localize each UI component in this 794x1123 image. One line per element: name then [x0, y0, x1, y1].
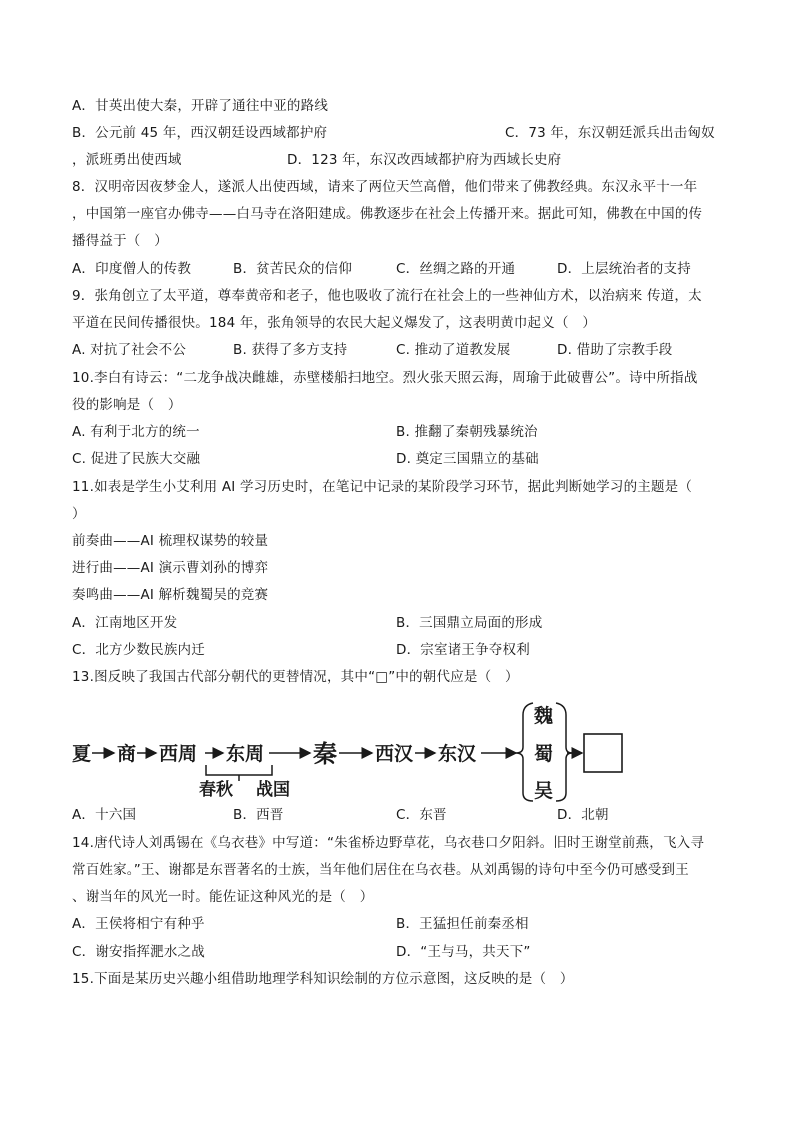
q9-stem-line-1: 9．张角创立了太平道，尊奉黄帝和老子，他也吸收了流行在社会上的一些神仙方术，以治病来 传道，太 [72, 288, 702, 304]
q10-stem-line-2: 役的影响是（ ） [72, 397, 182, 413]
q14-option-d: D．“王与马，共天下” [396, 944, 531, 960]
q9-option-a: A. 对抗了社会不公 [72, 342, 187, 358]
q7-option-c-continued: ，派班勇出使西域 [72, 152, 182, 168]
q7-option-b: B．公元前 45 年，西汉朝廷设西域都护府 [72, 125, 328, 141]
dynasty-dongzhou: 东周 [226, 743, 265, 765]
q8-option-b: B．贫苦民众的信仰 [233, 261, 353, 277]
q7-option-a: A．甘英出使大秦，开辟了通往中亚的路线 [72, 98, 329, 114]
dynasty-xihan: 西汉 [375, 743, 414, 765]
q11-option-b: B．三国鼎立局面的形成 [396, 615, 543, 631]
blank-dynasty-box [584, 734, 622, 772]
q11-stem-line-1: 11.如表是学生小艾利用 AI 学习历史时，在笔记中记录的某阶段学习环节，据此判断她学习的主题是（ [72, 479, 693, 495]
q9-option-c: C. 推动了道教发展 [396, 342, 511, 358]
q10-option-a: A. 有利于北方的统一 [72, 424, 200, 440]
dynasty-shang: 商 [117, 743, 137, 765]
sanguo-left-brace [516, 703, 533, 801]
q11-option-c: C．北方少数民族内迁 [72, 642, 205, 658]
q11-note-1: 前奏曲——AI 梳理权谋势的较量 [72, 533, 269, 549]
q9-option-d: D. 借助了宗教手段 [557, 342, 673, 358]
period-zhanguo: 战国 [256, 780, 290, 800]
q11-note-2: 进行曲——AI 演示曹刘孙的博弈 [72, 560, 269, 576]
q9-option-b: B. 获得了多方支持 [233, 342, 348, 358]
q8-option-c: C．丝绸之路的开通 [396, 261, 516, 277]
q8-stem-line-1: 8．汉明帝因夜梦金人，遂派人出使西域，请来了两位天竺高僧，他们带来了佛教经典。东汉永平十一年 [72, 179, 698, 195]
q14-option-b: B．王猛担任前秦丞相 [396, 916, 529, 932]
q14-stem-line-2: 常百姓家。”王、谢都是东晋著名的士族，当年他们居住在乌衣巷。从刘禹锡的诗句中至今仍可感受到王 [72, 862, 689, 878]
q11-option-a: A．江南地区开发 [72, 615, 178, 631]
sanguo-right-brace [556, 703, 572, 801]
q13-option-d: D．北朝 [557, 807, 609, 823]
q7-option-c: C．73 年，东汉朝廷派兵出击匈奴 [505, 125, 715, 141]
dynasty-xia: 夏 [72, 743, 92, 765]
q10-option-d: D. 奠定三国鼎立的基础 [396, 451, 539, 467]
kingdom-wu: 吴 [534, 780, 554, 802]
q13-option-b: B．西晋 [233, 807, 284, 823]
dynasty-donghan: 东汉 [438, 743, 477, 765]
q14-stem-line-3: 、谢当年的风光一时。能佐证这种风光的是（ ） [72, 889, 374, 905]
q10-option-b: B. 推翻了秦朝残暴统治 [396, 424, 538, 440]
q14-option-a: A．王侯将相宁有种乎 [72, 916, 205, 932]
q15-stem: 15.下面是某历史兴趣小组借助地理学科知识绘制的方位示意图，这反映的是（ ） [72, 971, 574, 987]
kingdom-wei: 魏 [534, 705, 554, 727]
dynasty-xizhou: 西周 [159, 743, 198, 765]
q8-stem-line-3: 播得益于（ ） [72, 233, 168, 249]
q11-stem-line-2: ） [72, 506, 86, 522]
dynasty-qin: 秦 [313, 739, 337, 768]
q13-stem: 13.图反映了我国古代部分朝代的更替情况，其中“□”中的朝代应是（ ） [72, 669, 519, 685]
q8-option-a: A．印度僧人的传教 [72, 261, 192, 277]
q10-stem-line-1: 10.李白有诗云：“二龙争战决雌雄，赤壁楼船扫地空。烈火张天照云海，周瑜于此破曹公”。诗中所指战 [72, 370, 698, 386]
q10-option-c: C. 促进了民族大交融 [72, 451, 201, 467]
q14-stem-line-1: 14.唐代诗人刘禹锡在《乌衣巷》中写道：“朱雀桥边野草花，乌衣巷口夕阳斜。旧时王谢堂前燕，飞入寻 [72, 835, 705, 851]
q9-stem-line-2: 平道在民间传播很快。184 年，张角领导的农民大起义爆发了，这表明黄巾起义（ ） [72, 315, 597, 331]
q13-option-a: A．十六国 [72, 807, 137, 823]
q7-option-d: D．123 年，东汉改西域都护府为西域长史府 [287, 152, 562, 168]
q8-stem-line-2: ，中国第一座官办佛寺——白马寺在洛阳建成。佛教逐步在社会上传播开来。据此可知，佛教在中国的传 [72, 206, 703, 222]
q8-option-d: D．上层统治者的支持 [557, 261, 691, 277]
dongzhou-split-bracket [206, 765, 272, 775]
period-chunqiu: 春秋 [199, 780, 233, 800]
q14-option-c: C．谢安指挥淝水之战 [72, 944, 205, 960]
q13-option-c: C．东晋 [396, 807, 447, 823]
q11-note-3: 奏鸣曲——AI 解析魏蜀吴的竞赛 [72, 587, 269, 603]
q11-option-d: D．宗室诸王争夺权利 [396, 642, 530, 658]
dynasty-succession-diagram [70, 697, 630, 803]
kingdom-shu: 蜀 [534, 743, 554, 765]
